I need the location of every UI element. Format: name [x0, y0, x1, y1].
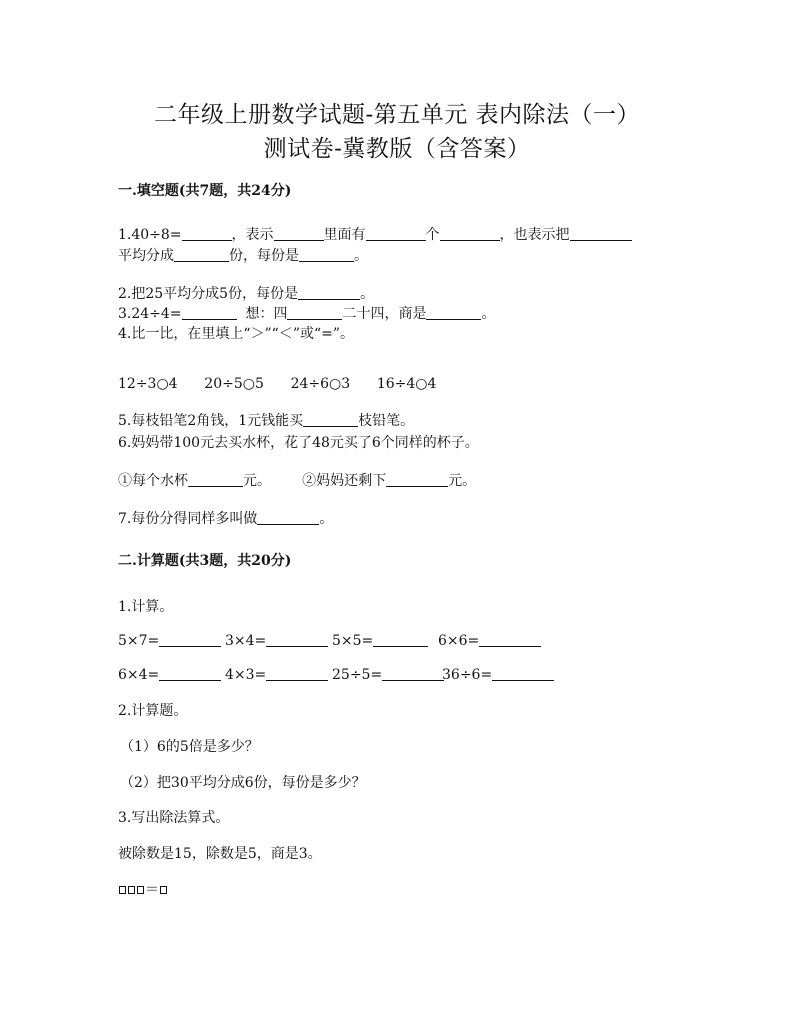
answer-blank[interactable] — [570, 226, 632, 241]
question-2 — [118, 283, 374, 303]
question-6: 6.妈妈带100元去买水杯，花了48元买了6个同样的杯子。 — [118, 435, 479, 451]
answer-blank[interactable] — [373, 632, 428, 647]
answer-blank[interactable] — [287, 305, 342, 320]
section-2-heading: 二.计算题(共3题，共20分) — [118, 553, 292, 569]
question-1-line-2 — [118, 245, 368, 265]
calc-item: 5×7= — [118, 632, 221, 649]
answer-blank[interactable] — [303, 412, 358, 427]
answer-blank[interactable] — [174, 247, 229, 262]
calc-question-2-label: 2.计算题。 — [118, 703, 188, 719]
answer-blank[interactable] — [298, 285, 360, 300]
comparison-expression: 16÷4○4 — [376, 376, 437, 392]
calc-item: 5×5= — [332, 632, 428, 649]
empty-box[interactable] — [137, 886, 144, 894]
comparison-expression: 12÷3○4 — [118, 376, 178, 392]
question-3 — [118, 303, 495, 323]
calc-item: 3×4= — [225, 632, 328, 649]
answer-blank[interactable] — [274, 226, 324, 241]
q2-text-b: 。 — [360, 286, 375, 302]
division-formula — [118, 879, 168, 899]
q1-text-d: 个 — [425, 227, 440, 243]
q6-part-1-a: ①每个水杯 — [118, 473, 188, 489]
answer-blank[interactable] — [182, 226, 232, 241]
q6-part-2-a: ②妈妈还剩下 — [302, 473, 387, 489]
q7-text-b: 。 — [319, 511, 334, 527]
answer-blank[interactable] — [266, 632, 328, 647]
question-7 — [118, 508, 333, 528]
answer-blank[interactable] — [386, 472, 448, 487]
equals-sign: ＝ — [145, 882, 159, 898]
calc-question-3-text: 被除数是15，除数是5，商是3。 — [118, 846, 322, 862]
answer-blank[interactable] — [182, 305, 237, 320]
q1-text-a: 1.40÷8= — [118, 227, 182, 243]
q1-text-h: 。 — [354, 248, 368, 264]
answer-blank[interactable] — [257, 510, 319, 525]
comparison-expression: 24÷6○3 — [290, 376, 351, 392]
calc-question-2-part-2: （2）把30平均分成6份，每份是多少？ — [120, 775, 366, 791]
q1-text-c: 里面有 — [323, 227, 366, 243]
answer-blank[interactable] — [440, 226, 500, 241]
answer-blank[interactable] — [366, 226, 426, 241]
answer-blank[interactable] — [426, 305, 481, 320]
q6-part-1-b: 元。 — [243, 473, 271, 489]
calc-item: 36÷6= — [442, 666, 554, 683]
question-4: 4.比一比，在里填上“＞”“＜”或“=”。 — [118, 326, 355, 342]
q7-text-a: 7.每份分得同样多叫做 — [118, 511, 258, 527]
calc-item: 25÷5= — [332, 666, 444, 683]
q1-text-e: ，也表示把 — [499, 227, 570, 243]
calc-question-1-label: 1.计算。 — [118, 599, 174, 615]
answer-blank[interactable] — [188, 472, 243, 487]
calc-item: 6×4= — [118, 666, 221, 683]
question-6-parts — [118, 470, 476, 490]
question-1-line-1 — [118, 224, 632, 244]
calc-item: 4×3= — [225, 666, 328, 683]
answer-blank[interactable] — [299, 247, 354, 262]
section-1-heading: 一.填空题(共7题，共24分) — [118, 183, 292, 199]
calc-question-3-label: 3.写出除法算式。 — [118, 810, 230, 826]
q1-text-g: 份，每份是 — [229, 248, 299, 264]
answer-blank[interactable] — [266, 666, 328, 681]
empty-box[interactable] — [160, 886, 167, 894]
q5-text-a: 5.每枝铅笔2角钱，1元钱能买 — [118, 413, 304, 429]
answer-blank[interactable] — [492, 666, 554, 681]
calc-question-2-part-1: （1）6的5倍是多少？ — [120, 739, 259, 755]
q6-part-2-b: 元。 — [448, 473, 477, 489]
q1-text-b: ，表示 — [231, 227, 274, 243]
empty-box[interactable] — [128, 886, 135, 894]
q5-text-b: 枝铅笔。 — [358, 413, 415, 429]
title-line-2: 测试卷-冀教版（含答案） — [263, 136, 531, 162]
q1-text-f: 平均分成 — [118, 248, 174, 264]
empty-box[interactable] — [119, 886, 126, 894]
q3-text-d: 。 — [481, 306, 496, 322]
comparison-expression: 20÷5○5 — [204, 376, 264, 392]
question-5 — [118, 410, 414, 430]
calc-item: 6×6= — [438, 632, 541, 649]
q3-text-a: 3.24÷4= — [118, 306, 182, 322]
q3-text-c: 二十四，商是 — [342, 306, 427, 322]
answer-blank[interactable] — [382, 666, 444, 681]
answer-blank[interactable] — [159, 666, 221, 681]
question-4-expressions — [118, 376, 436, 392]
title-line-1: 二年级上册数学试题-第五单元 表内除法（一） — [153, 102, 641, 128]
q2-text-a: 2.把25平均分成5份，每份是 — [118, 286, 299, 302]
answer-blank[interactable] — [159, 632, 221, 647]
answer-blank[interactable] — [479, 632, 541, 647]
q3-text-b: 想：四 — [245, 306, 288, 322]
